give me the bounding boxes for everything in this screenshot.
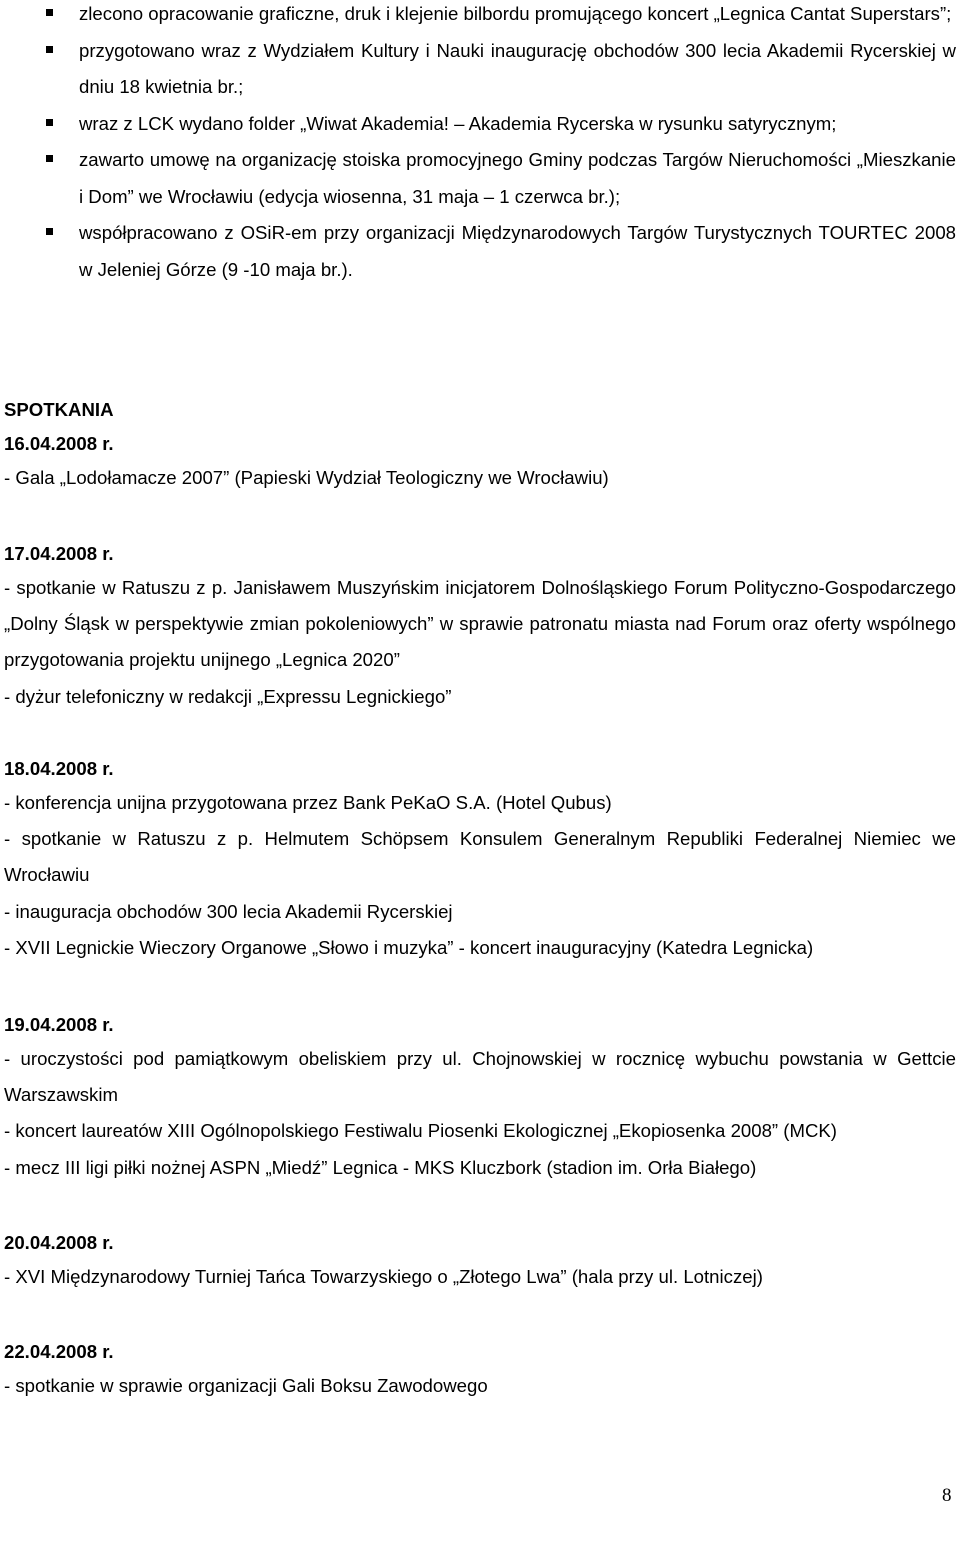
event-entry: - koncert laureatów XIII Ogólnopolskiego Festiwalu Piosenki Ekologicznej „Ekopiosenka 2008” (MCK) (4, 1120, 837, 1142)
list-item (0, 0, 960, 33)
event-entry: - dyżur telefoniczny w redakcji „Expressu Legnickiego” (4, 685, 452, 707)
date-heading: 16.04.2008 r. (4, 433, 114, 454)
section-heading: SPOTKANIA (4, 399, 114, 420)
square-bullet-icon (46, 46, 53, 53)
event-entry: - XVI Międzynarodowy Turniej Tańca Towarzyskiego o „Złotego Lwa” (hala przy ul. Lotniczej) (4, 1266, 763, 1287)
section-heading-block (4, 392, 956, 496)
day-block (4, 538, 956, 715)
page-number: 8 (942, 1485, 952, 1506)
event-entry: - Gala „Lodołamacze 2007” (Papieski Wydział Teologiczny we Wrocławiu) (4, 467, 609, 488)
list-item-text: wraz z LCK wydano folder „Wiwat Akademia! – Akademia Rycerska w rysunku satyrycznym; (79, 112, 837, 134)
event-entry: - inauguracja obchodów 300 lecia Akademii Rycerskiej (4, 900, 453, 922)
bullet-list (0, 0, 960, 288)
list-item-text: zlecono opracowanie graficzne, druk i klejenie bilbordu promującego koncert „Legnica Cantat Superstars”; (79, 3, 952, 24)
event-entry: - uroczystości pod pamiątkowym obeliskiem przy ul. Chojnowskiej w rocznicę wybuchu powstania w Gettcie Warszawskim (4, 1048, 956, 1106)
event-entry: - spotkanie w sprawie organizacji Gali Boksu Zawodowego (4, 1375, 488, 1396)
event-entry: - mecz III ligi piłki nożnej ASPN „Miedź” Legnica - MKS Kluczbork (stadion im. Orła Białego) (4, 1156, 757, 1178)
event-entry: - spotkanie w Ratuszu z p. Janisławem Muszyńskim inicjatorem Dolnośląskiego Forum Polityczno-Gospodarczego „Dolny Śląsk w perspektywie zmian pokoleniowych” w sprawie patronatu miasta nad Forum oraz oferty wspólnego przygotowania projektu unijnego „Legnica 2020” (4, 577, 956, 671)
day-block (4, 753, 956, 966)
list-item (0, 106, 960, 143)
square-bullet-icon (46, 9, 53, 16)
day-block (4, 1336, 956, 1404)
square-bullet-icon (46, 119, 53, 126)
list-item-text: przygotowano wraz z Wydziałem Kultury i Nauki inaugurację obchodów 300 lecia Akademii Rycerskiej w dniu 18 kwietnia br.; (79, 39, 956, 97)
date-heading: 18.04.2008 r. (4, 758, 114, 779)
list-item (0, 33, 960, 106)
list-item (0, 142, 960, 215)
square-bullet-icon (46, 228, 53, 235)
date-heading: 17.04.2008 r. (4, 543, 114, 564)
date-heading: 22.04.2008 r. (4, 1341, 114, 1362)
event-entry: - konferencja unijna przygotowana przez Bank PeKaO S.A. (Hotel Qubus) (4, 792, 612, 813)
square-bullet-icon (46, 155, 53, 162)
day-block (4, 1009, 956, 1186)
list-item-text: współpracowano z OSiR-em przy organizacji Międzynarodowych Targów Turystycznych TOURTEC 2008 w Jeleniej Górze (9 -10 maja br.). (79, 222, 956, 280)
date-heading: 19.04.2008 r. (4, 1014, 114, 1035)
date-heading: 20.04.2008 r. (4, 1232, 114, 1253)
day-block (4, 1227, 956, 1295)
event-entry: - XVII Legnickie Wieczory Organowe „Słowo i muzyka” - koncert inauguracyjny (Katedra Legnicka) (4, 936, 814, 958)
list-item (0, 215, 960, 288)
list-item-text: zawarto umowę na organizację stoiska promocyjnego Gminy podczas Targów Nieruchomości „Mieszkanie i Dom” we Wrocławiu (edycja wiosenna, 31 maja – 1 czerwca br.); (79, 149, 956, 207)
event-entry: - spotkanie w Ratuszu z p. Helmutem Schöpsem Konsulem Generalnym Republiki Federalnej Niemiec we Wrocławiu (4, 828, 956, 886)
